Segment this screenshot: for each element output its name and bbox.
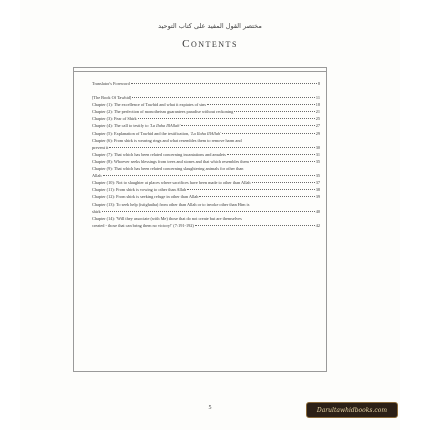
toc-entry-page: 18 (315, 102, 320, 108)
toc-entry-title: Chapter (8): Whoever seeks blessings from trees and stones and that which resembles them (92, 158, 249, 164)
toc-entry-continuation: created - those that can bring them no victory!' (7:191-192) (92, 222, 194, 228)
page-number: 5 (208, 405, 212, 411)
toc-entry-page: 25 (315, 116, 320, 122)
toc-entry (92, 151, 320, 158)
toc-entry (92, 179, 320, 186)
toc-leader-dots (103, 175, 315, 176)
toc-leader-dots (195, 225, 315, 226)
toc-entry-page: 30 (315, 144, 320, 150)
toc-entry-title: Chapter (6): From shirk is wearing rings and what resembles them to remove harm and (92, 137, 242, 143)
toc-entry-title: Chapter (9): That which has been related concerning slaughtering animals for other than (92, 166, 244, 172)
toc-entry (92, 215, 320, 229)
toc-entry-title: Chapter (4): The call to testify to 'La Ilaha IllAllah' (92, 123, 181, 129)
toc-entry-title: Chapter (10): Not to slaughter at places where sacrifices have been made to other than Allah (92, 180, 251, 186)
toc-entry (92, 101, 320, 108)
toc-entry-title: Chapter (12): From shirk is seeking refuge in other than Allah (92, 194, 199, 200)
toc-entry (92, 108, 320, 115)
toc-leader-dots (250, 161, 315, 162)
toc-entry-title: Chapter (11): From shirk is vowing to other than Allah (92, 187, 187, 193)
toc-leader-dots (199, 196, 314, 197)
toc-entry-page: 42 (315, 222, 320, 228)
toc-entry-page: 11 (315, 95, 320, 101)
toc-entry-page: 38 (315, 187, 320, 193)
toc-leader-dots (227, 154, 315, 155)
toc-leader-dots (181, 125, 314, 126)
toc-entry-title: Chapter (14): 'Will they associate (with Me) those that do not create but are themselves (92, 215, 242, 221)
toc-entry-page: 8 (317, 81, 320, 86)
toc-entry (92, 137, 320, 151)
toc-entry-page: 35 (315, 158, 320, 164)
toc-entry-page: 40 (315, 208, 320, 214)
toc-leader-dots (109, 147, 314, 148)
toc-leader-dots (132, 97, 315, 98)
toc-entry-title: Chapter (7): That which has been related concerning incantations and amulets (92, 151, 226, 157)
toc-entry (92, 201, 320, 215)
toc-entry-continuation: Allah (92, 173, 102, 179)
toc-entry-title: Chapter (2): The perfection of monotheism guarantees paradise without reckoning (92, 109, 234, 115)
toc-entry-page: 37 (315, 180, 320, 186)
toc-entry-page: 39 (315, 194, 320, 200)
toc-entry-page: 35 (315, 173, 320, 179)
toc-entry-title: [The Book Of Tawhid] (92, 95, 132, 101)
toc-entry-page: 31 (315, 151, 320, 157)
toc-entry (92, 80, 320, 87)
toc-entry-italic-term: 'La Ilaha IllAllah' (190, 130, 222, 136)
toc-entry-continuation: shirk (92, 208, 101, 214)
toc-entry (92, 193, 320, 200)
toc-entry-title: Chapter (5): Explanation of Tawhid and the testification, 'La Ilaha IllAllah' (92, 130, 222, 136)
toc-entry-italic-term: 'La Ilaha IllAllah' (149, 123, 181, 129)
toc-leader-dots (252, 182, 315, 183)
toc-entry-page: 21 (315, 109, 320, 115)
toc-leader-dots (187, 189, 315, 190)
toc-entry-continuation: prevent it (92, 144, 109, 150)
toc-leader-dots (207, 104, 315, 105)
contents-heading: Contents (182, 38, 238, 50)
arabic-book-title: مختصر القول المفيد على كتاب التوحيد (158, 22, 262, 30)
toc-entry-title: Translator's Foreword (92, 81, 130, 86)
toc-entry-title: Chapter (3): Fear of Shirk (92, 116, 137, 122)
toc-entries (92, 80, 320, 229)
toc-leader-dots (234, 111, 314, 112)
toc-entry (92, 122, 320, 129)
toc-entry (92, 115, 320, 122)
toc-entry-title: Chapter (13): To seek help (istighatha) from other than Allah or to invoke other than Him is (92, 201, 250, 207)
toc-leader-dots (138, 118, 315, 119)
toc-leader-dots (102, 211, 315, 212)
watermark-logo: Darultawhidbooks.com (306, 402, 398, 418)
toc-entry (92, 130, 320, 137)
toc-entry (92, 186, 320, 193)
toc-entry-page: 29 (315, 130, 320, 136)
toc-entry-title: Chapter (1): The excellence of Tawhid and what it expiates of sins (92, 102, 206, 108)
toc-entry (92, 158, 320, 165)
toc-frame-rule (74, 71, 326, 72)
toc-leader-dots (131, 83, 317, 84)
toc-entry (92, 165, 320, 179)
toc-entry (92, 94, 320, 101)
toc-leader-dots (222, 133, 315, 134)
toc-entry-page: 27 (315, 123, 320, 129)
